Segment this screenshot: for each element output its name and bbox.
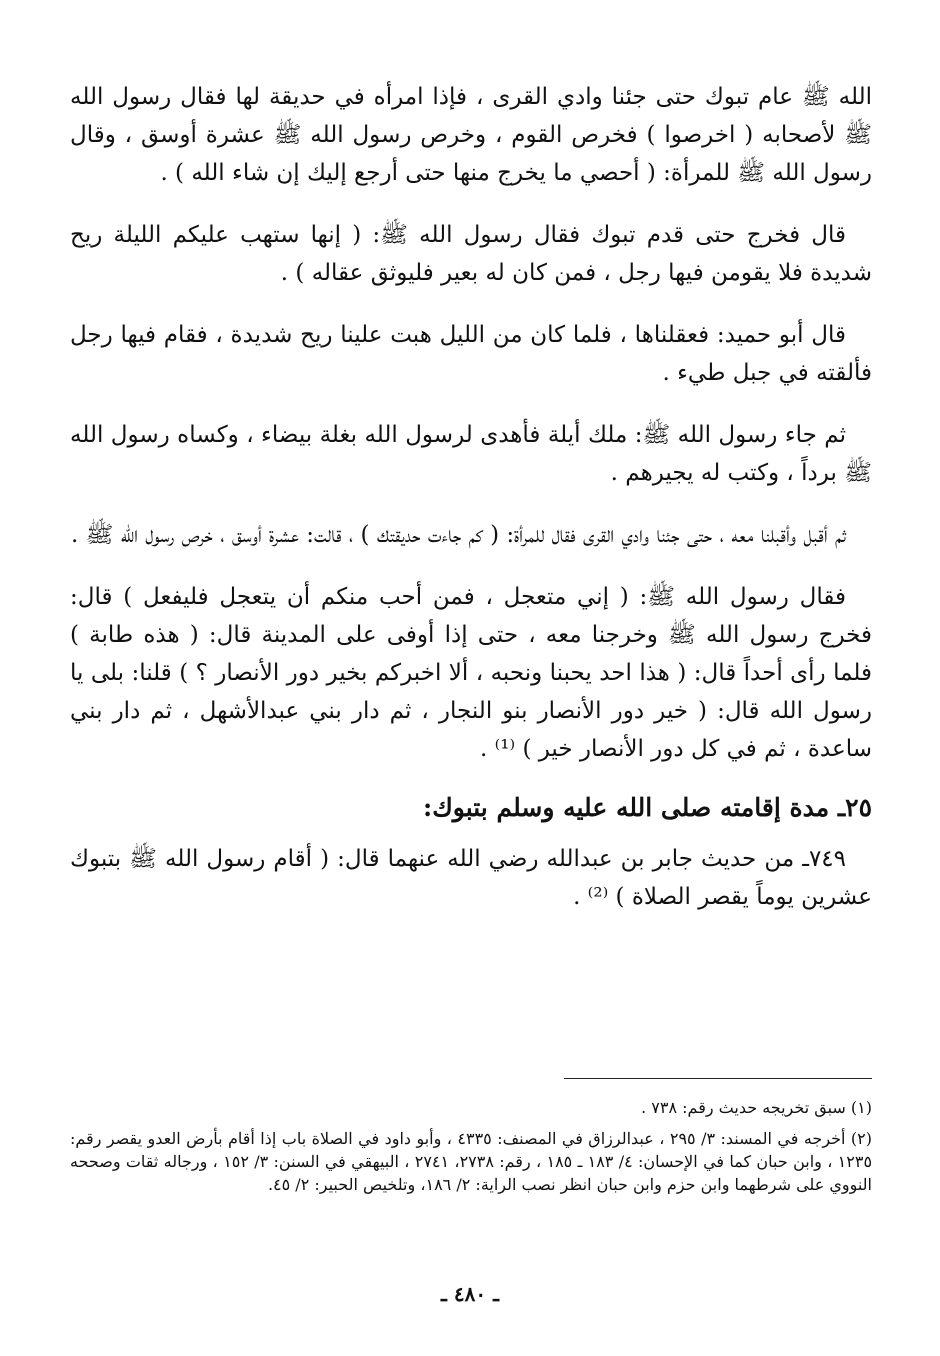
paragraph-3: قال أبو حميد: فعقلناها ، فلما كان من الليل هبت علينا ريح شديدة ، فقام فيها رجل فألقته في جبل طيء . bbox=[70, 322, 872, 386]
footnotes bbox=[70, 1096, 872, 1204]
footnote-1: (١) سبق تخريجه حديث رقم: ٧٣٨ . bbox=[641, 1098, 872, 1117]
footnote-2: (٢) أخرجه في المسند: ٣/ ٢٩٥ ، عبدالرزاق في المصنف: ٤٣٣٥ ، وأبو داود في الصلاة باب إذا أقام بأرض العدو يقصر رقم: ١٢٣٥ ، وابن حبان كما في الإحسان: ٤/ ١٨٣ ـ ١٨٥ ، رقم: ٢٧٣٨، ٢٧٤١ ، البيهقي في السنن: ٣/ ١٥٢ ، ورجاله ثقات وصححه النووي على شرطهما وابن حزم وابن حبان انظر نصب الراية: ٢/ ١٨٦، وتلخيص الحبير: ٢/ ٤٥. bbox=[70, 1129, 873, 1194]
page-number: ـ ٤٨٠ ـ bbox=[441, 1282, 499, 1306]
paragraph-5: ثم أقبل وأقبلنا معه ، حتى جئنا وادي القرى فقال للمرأة: ( كم جاءت حديقتك ) ، قالت: عشرة أوسق ، خرص رسول الله ﷺ . bbox=[71, 522, 846, 548]
paragraph-1: الله ﷺ عام تبوك حتى جئنا وادي القرى ، فإذا امرأه في حديقة لها فقال رسول الله ﷺ لأصحابه ( اخرصوا ) فخرص القوم ، وخرص رسول الله ﷺ عشرة أوسق ، وقال رسول الله ﷺ للمرأة: ( أحصي ما يخرج منها حتى أرجع إليك إن شاء الله ) . bbox=[70, 84, 872, 186]
footnote-separator bbox=[564, 1078, 872, 1079]
page-body bbox=[70, 78, 872, 940]
hadith-paragraph: ٧٤٩ـ من حديث جابر بن عبدالله رضي الله عنهما قال: ( أقام رسول الله ﷺ بتبوك عشرين يوماً يقصر الصلاة ) ⁽²⁾ . bbox=[70, 846, 872, 910]
paragraph-2: قال فخرج حتى قدم تبوك فقال رسول الله ﷺ: ( إنها ستهب عليكم الليلة ريح شديدة فلا يقومن فيها رجل ، فمن كان له بعير فليوثق عقاله ) . bbox=[70, 222, 872, 286]
paragraph-6: فقال رسول الله ﷺ: ( إني متعجل ، فمن أحب منكم أن يتعجل فليفعل ) قال: فخرج رسول الله ﷺ وخرجنا معه ، حتى إذا أوفى على المدينة قال: ( هذه طابة ) فلما رأى أحداً قال: ( هذا احد يحبنا ونحبه ، ألا اخبركم بخير دور الأنصار ؟ ) قلنا: بلى يا رسول الله قال: ( خير دور الأنصار بنو النجار ، ثم دار بني عبدالأشهل ، ثم دار بني ساعدة ، ثم في كل دور الأنصار خير ) ⁽¹⁾ . bbox=[70, 584, 872, 762]
paragraph-4: ثم جاء رسول الله ﷺ: ملك أيلة فأهدى لرسول الله بغلة بيضاء ، وكساه رسول الله ﷺ برداً ، وكتب له يجيرهم . bbox=[70, 422, 872, 486]
section-heading: ٢٥ـ مدة إقامته صلى الله عليه وسلم بتبوك: bbox=[422, 793, 872, 822]
